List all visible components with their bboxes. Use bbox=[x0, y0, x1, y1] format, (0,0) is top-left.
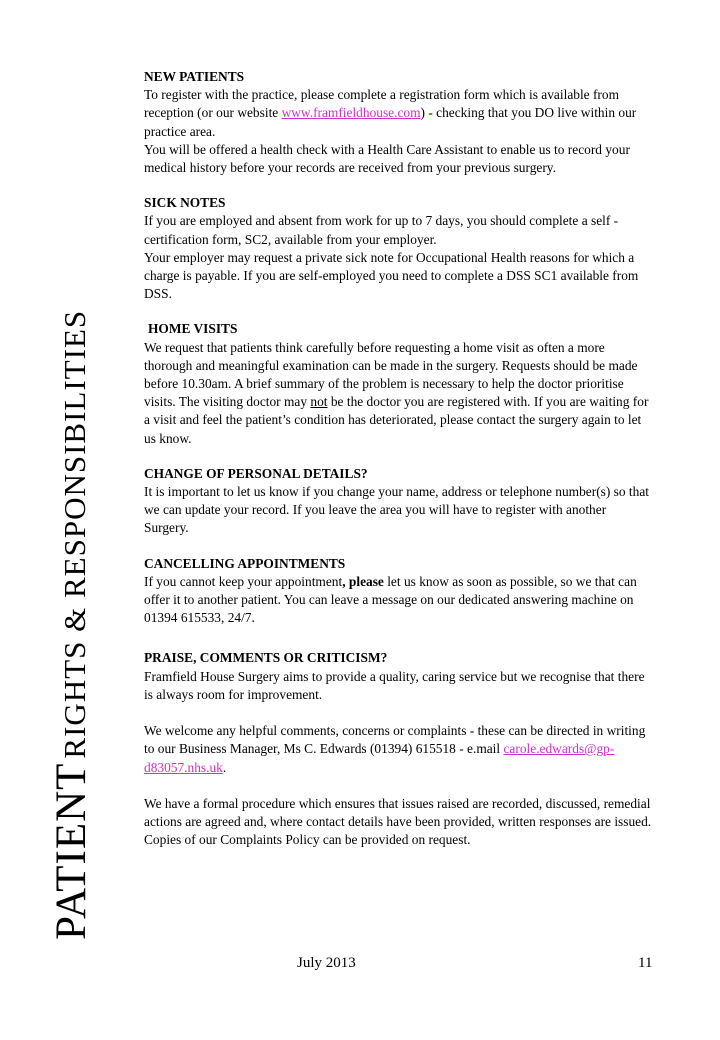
spacer bbox=[144, 777, 654, 795]
change-details-paragraph: It is important to let us know if you change your name, address or telephone number(s) so that we can update your record. If you leave the area you will have to register with another Surgery. bbox=[144, 484, 650, 536]
spacer bbox=[144, 704, 654, 722]
email-link[interactable]: carole.edwards@gp-d83057.nhs.uk bbox=[144, 741, 615, 775]
section-praise bbox=[144, 649, 654, 849]
praise-paragraph-1: Framfield House Surgery aims to provide a quality, caring service but we recognise that there is always room for improvement. bbox=[144, 668, 645, 702]
cancelling-text-b: let us know as soon as possible, so we that can offer it to another patient. You can leave a message on our dedicated answering machine on 01394 615533, 24/7. bbox=[144, 573, 637, 626]
cancelling-bold: , please bbox=[342, 573, 384, 589]
side-title-small: RIGHTS & RESPONSIBILITIES bbox=[57, 309, 92, 759]
sick-notes-paragraph-2: Your employer may request a private sick note for Occupational Health reasons for which a charge is payable. If you are self-employed you need to complete a DSS SC1 available from DSS. bbox=[144, 249, 639, 302]
new-patients-paragraph-1 bbox=[144, 86, 654, 141]
praise-text-b: . bbox=[222, 759, 227, 775]
home-visits-not: not bbox=[310, 394, 328, 410]
praise-paragraph-2 bbox=[144, 722, 654, 777]
section-new-patients bbox=[144, 68, 654, 177]
home-visits-heading: HOME VISITS bbox=[148, 321, 238, 337]
home-visits-paragraph bbox=[144, 339, 654, 448]
new-patients-text-b: ) - checking that you DO live within our practice area. bbox=[144, 105, 637, 139]
new-patients-text-a: To register with the practice, please complete a registration form which is available from reception (or our website bbox=[144, 87, 619, 121]
page-number: 11 bbox=[638, 955, 653, 971]
footer-date: July 2013 bbox=[297, 955, 356, 971]
side-title-big: PATIENT bbox=[48, 762, 95, 940]
praise-text-a: We welcome any helpful comments, concerns or complaints - these can be directed in writing to our Business Manager, Ms C. Edwards (01394) 615518 - e.mail bbox=[144, 723, 646, 757]
new-patients-paragraph-2: You will be offered a health check with a Health Care Assistant to enable us to record your medical history before your records are received from your previous surgery. bbox=[144, 141, 630, 176]
side-title bbox=[50, 310, 93, 940]
section-cancelling bbox=[144, 555, 654, 628]
praise-paragraph-3: We have a formal procedure which ensures that issues raised are recorded, discussed, remedial actions are agreed and, where contact details have been provided, written responses are issued. Copies of our Complaints Policy can be provided on request. bbox=[144, 795, 652, 848]
change-details-heading: CHANGE OF PERSONAL DETAILS? bbox=[144, 465, 368, 481]
new-patients-heading: NEW PATIENTS bbox=[144, 69, 245, 84]
sick-notes-paragraph-1: If you are employed and absent from work for up to 7 days, you should complete a self -certification form, SC2, available from your employer. bbox=[144, 213, 619, 247]
cancelling-text-a: If you cannot keep your appointment bbox=[144, 573, 343, 589]
section-change-details bbox=[144, 465, 654, 538]
sick-notes-heading: SICK NOTES bbox=[144, 195, 226, 211]
home-visits-text-b: be the doctor you are registered with. If you are waiting for a visit and feel the patient’s condition has deteriorated, please contact the surgery again to let us know. bbox=[144, 394, 649, 446]
main-content bbox=[144, 68, 654, 866]
home-visits-text-a: We request that patients think carefully before requesting a home visit as often a more thorough and meaningful examination can be made in the surgery. Requests should be made before 10.30am. A brief summary of the problem is necessary to help the doctor prioritise visits. The visiting doctor may bbox=[144, 339, 638, 410]
praise-heading: PRAISE, COMMENTS OR CRITICISM? bbox=[144, 650, 388, 666]
website-link[interactable]: www.framfieldhouse.com bbox=[281, 105, 421, 121]
section-home-visits bbox=[144, 320, 654, 447]
section-sick-notes bbox=[144, 194, 654, 303]
cancelling-paragraph bbox=[144, 573, 654, 628]
cancelling-heading: CANCELLING APPOINTMENTS bbox=[144, 555, 346, 571]
